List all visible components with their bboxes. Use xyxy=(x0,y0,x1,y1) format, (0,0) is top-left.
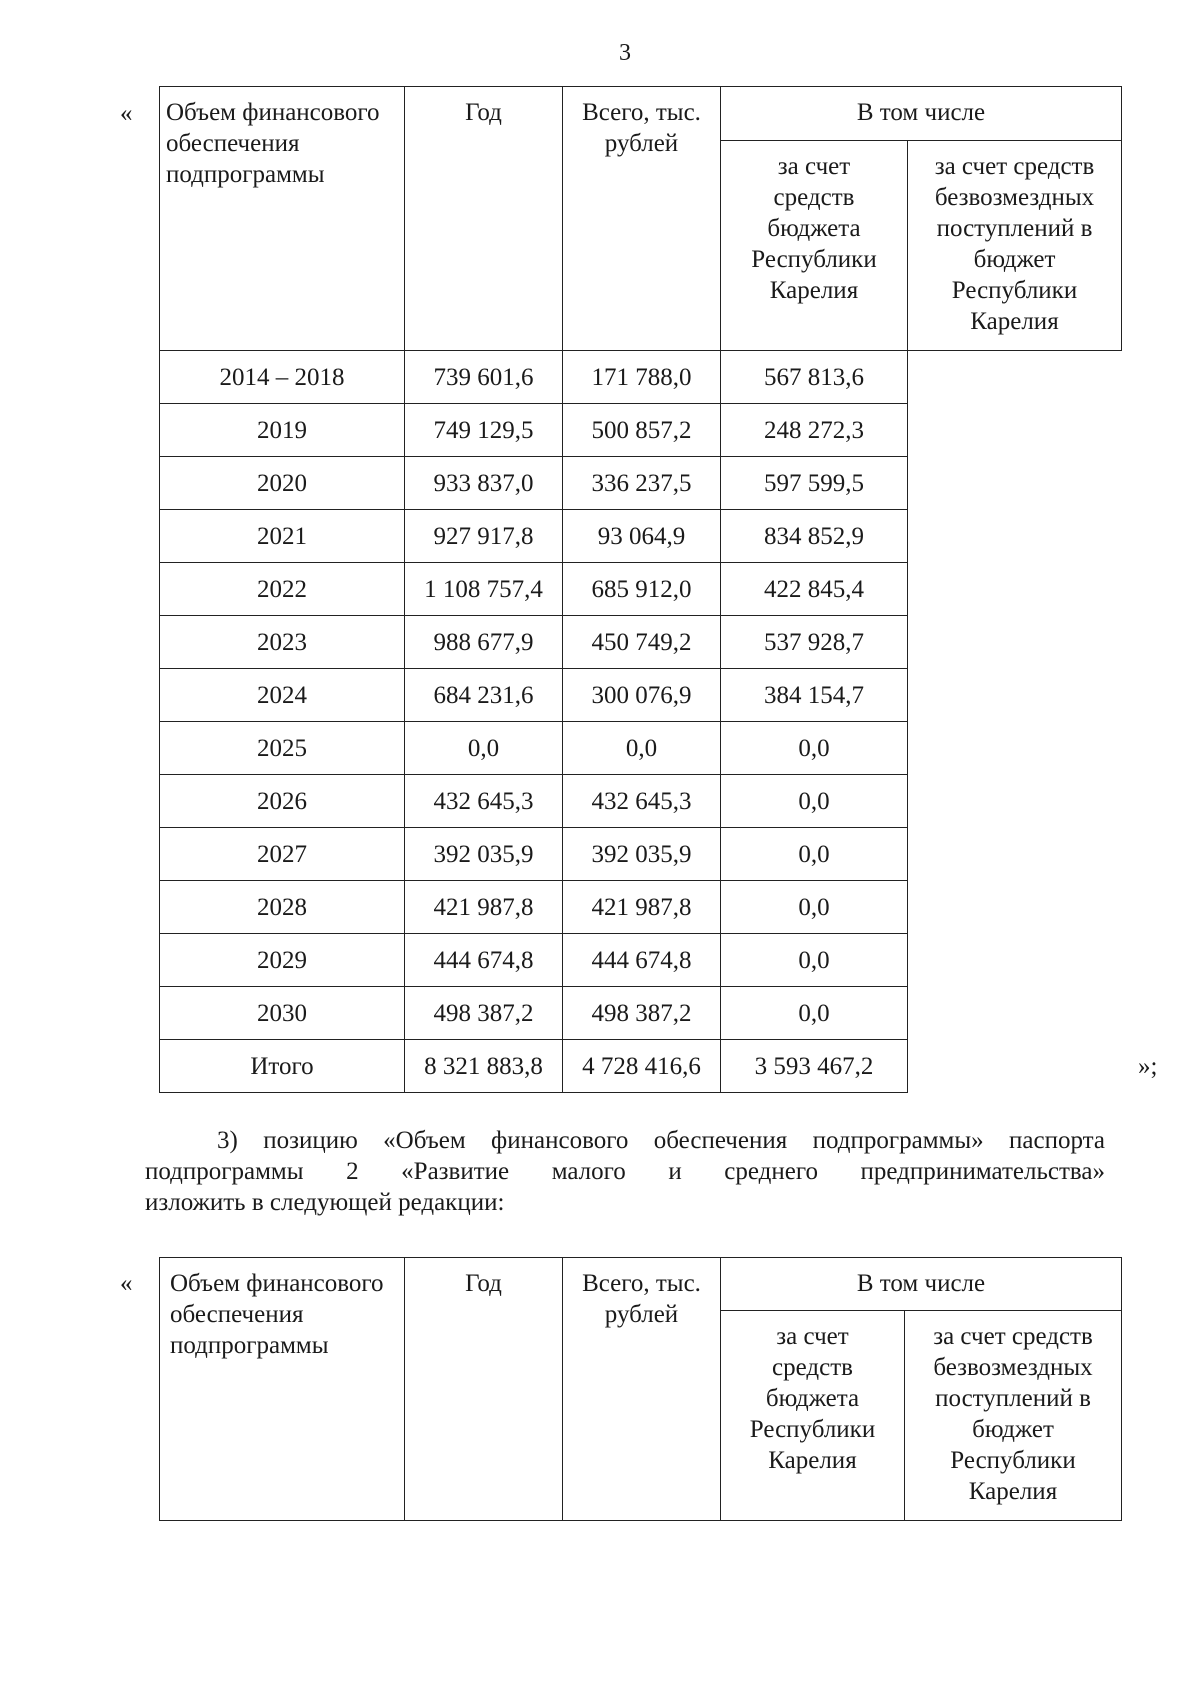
budget-cell: 498 387,2 xyxy=(563,987,721,1040)
paragraph-line: подпрограммы 2 «Развитие малого и среднего предпринимательства» xyxy=(145,1158,1105,1185)
row-label-cell: Объем финансового обеспечения подпрограммы xyxy=(160,1258,405,1521)
table-row xyxy=(160,934,1122,987)
budget-cell: 300 076,9 xyxy=(563,669,721,722)
grants-cell: 0,0 xyxy=(721,881,908,934)
total-cell: 739 601,6 xyxy=(405,351,563,404)
financing-table-1 xyxy=(159,86,1122,1093)
budget-header: за счет средств бюджета Республики Карелия xyxy=(721,141,908,351)
amendment-paragraph xyxy=(145,1125,1105,1218)
paragraph-line: изложить в следующей редакции: xyxy=(145,1189,505,1216)
total-header: Всего, тыс. рублей xyxy=(563,1258,721,1521)
including-header: В том числе xyxy=(721,1258,1122,1311)
year-header: Год xyxy=(405,87,563,351)
table-row xyxy=(160,457,1122,510)
grants-cell: 0,0 xyxy=(721,775,908,828)
table-row xyxy=(160,722,1122,775)
year-header: Год xyxy=(405,1258,563,1521)
grants-cell: 248 272,3 xyxy=(721,404,908,457)
table-row xyxy=(160,669,1122,722)
total-cell: 749 129,5 xyxy=(405,404,563,457)
grants-cell: 0,0 xyxy=(721,722,908,775)
year-cell: 2028 xyxy=(160,881,405,934)
grants-cell: 567 813,6 xyxy=(721,351,908,404)
budget-cell: 432 645,3 xyxy=(563,775,721,828)
open-quote: « xyxy=(120,100,133,127)
total-cell: 933 837,0 xyxy=(405,457,563,510)
year-cell: 2024 xyxy=(160,669,405,722)
total-header: Всего, тыс. рублей xyxy=(563,87,721,351)
grants-cell: 0,0 xyxy=(721,828,908,881)
budget-cell: 171 788,0 xyxy=(563,351,721,404)
total-cell: 432 645,3 xyxy=(405,775,563,828)
budget-cell: 421 987,8 xyxy=(563,881,721,934)
year-cell: 2027 xyxy=(160,828,405,881)
including-header: В том числе xyxy=(721,87,1122,141)
budget-header: за счет средств бюджета Республики Карелия xyxy=(721,1311,905,1521)
total-cell: 684 231,6 xyxy=(405,669,563,722)
total-cell: 0,0 xyxy=(405,722,563,775)
year-cell: Итого xyxy=(160,1040,405,1093)
table-row xyxy=(160,881,1122,934)
year-cell: 2030 xyxy=(160,987,405,1040)
table-body xyxy=(160,351,1122,1093)
financing-table-2 xyxy=(159,1257,1122,1521)
table-row xyxy=(160,987,1122,1040)
budget-cell: 0,0 xyxy=(563,722,721,775)
year-cell: 2023 xyxy=(160,616,405,669)
total-cell: 1 108 757,4 xyxy=(405,563,563,616)
budget-cell: 93 064,9 xyxy=(563,510,721,563)
table-row xyxy=(160,828,1122,881)
table-row xyxy=(160,616,1122,669)
budget-cell: 336 237,5 xyxy=(563,457,721,510)
budget-cell: 4 728 416,6 xyxy=(563,1040,721,1093)
table-row xyxy=(160,351,1122,404)
total-cell: 498 387,2 xyxy=(405,987,563,1040)
total-cell: 421 987,8 xyxy=(405,881,563,934)
budget-cell: 392 035,9 xyxy=(563,828,721,881)
close-quote: »; xyxy=(1138,1053,1158,1080)
year-cell: 2021 xyxy=(160,510,405,563)
year-cell: 2025 xyxy=(160,722,405,775)
grants-cell: 3 593 467,2 xyxy=(721,1040,908,1093)
grants-cell: 537 928,7 xyxy=(721,616,908,669)
table-row xyxy=(160,404,1122,457)
year-cell: 2019 xyxy=(160,404,405,457)
grants-header: за счет средств безвозмездных поступлений в бюджет Республики Карелия xyxy=(908,141,1122,351)
table-row xyxy=(160,563,1122,616)
grants-cell: 0,0 xyxy=(721,987,908,1040)
page-number: 3 xyxy=(619,40,631,66)
budget-cell: 444 674,8 xyxy=(563,934,721,987)
grants-cell: 422 845,4 xyxy=(721,563,908,616)
grants-cell: 0,0 xyxy=(721,934,908,987)
paragraph-line: 3) позицию «Объем финансового обеспечения подпрограммы» паспорта xyxy=(217,1127,1105,1154)
grants-cell: 834 852,9 xyxy=(721,510,908,563)
grants-cell: 384 154,7 xyxy=(721,669,908,722)
open-quote: « xyxy=(120,1270,133,1297)
budget-cell: 685 912,0 xyxy=(563,563,721,616)
total-row xyxy=(160,1040,1122,1093)
total-cell: 392 035,9 xyxy=(405,828,563,881)
grants-header: за счет средств безвозмездных поступлений в бюджет Республики Карелия xyxy=(905,1311,1122,1521)
row-label-cell: Объем финансового обеспечения подпрограммы xyxy=(160,87,405,351)
year-cell: 2022 xyxy=(160,563,405,616)
table-row xyxy=(160,510,1122,563)
total-cell: 8 321 883,8 xyxy=(405,1040,563,1093)
year-cell: 2029 xyxy=(160,934,405,987)
year-cell: 2014 – 2018 xyxy=(160,351,405,404)
year-cell: 2026 xyxy=(160,775,405,828)
year-cell: 2020 xyxy=(160,457,405,510)
budget-cell: 450 749,2 xyxy=(563,616,721,669)
total-cell: 927 917,8 xyxy=(405,510,563,563)
grants-cell: 597 599,5 xyxy=(721,457,908,510)
table-row xyxy=(160,775,1122,828)
total-cell: 988 677,9 xyxy=(405,616,563,669)
budget-cell: 500 857,2 xyxy=(563,404,721,457)
total-cell: 444 674,8 xyxy=(405,934,563,987)
